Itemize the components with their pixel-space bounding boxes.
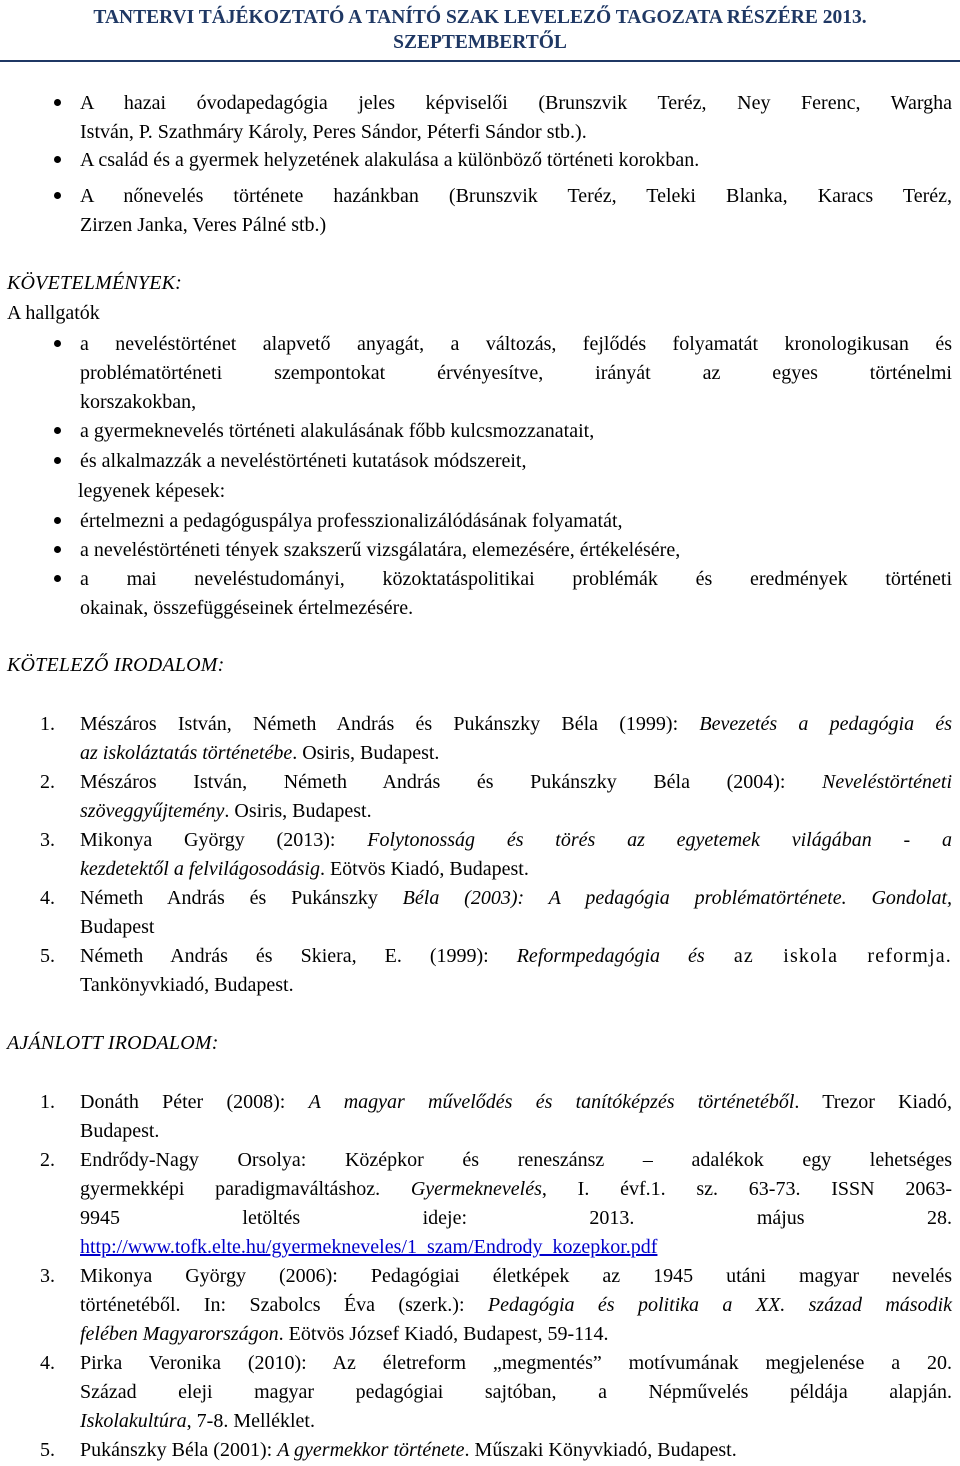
bullet-icon [54,457,61,464]
requirement-1-line-3: korszakokban, [80,391,197,413]
text-segment: , 7-8. Melléklet. [186,1410,315,1432]
title-segment: az iskoláztatás történetébe [80,742,293,764]
text-segment: . Osiris, Budapest. [292,742,440,764]
text-segment: Pukánszky Béla (2001): [80,1439,278,1461]
bullet-icon [54,340,61,347]
topic-3-line-1: A nőnevelés története hazánkban (Brunszvik Teréz, Teleki Blanka, Karacs Teréz, [80,185,952,207]
text-segment: Mészáros István, Németh András és Pukánszky Béla (2004): [80,771,823,793]
text-segment: Tankönyvkiadó, Budapest. [80,974,294,996]
requirement-5: a neveléstörténeti tények szakszerű vizsgálatára, elemezésére, értékelésére, [80,539,681,561]
topic-3-line-2: Zirzen Janka, Veres Pálné stb.) [80,214,327,236]
title-segment: Reformpedagógia és [516,945,705,967]
text-segment: gyermekképi paradigmaváltáshoz. [80,1178,411,1200]
bullet-icon [54,99,61,106]
text-segment: . Osiris, Budapest. [224,800,372,822]
title-segment: Bevezetés a pedagógia és [699,713,952,735]
requirements-heading: KÖVETELMÉNYEK: [7,272,183,294]
title-segment: A magyar művelődés és tanítóképzés történetéből [308,1091,795,1113]
recommended-item-2-line-3: 9945 letöltés ideje: 2013. május 28. [80,1207,952,1229]
requirement-sub: legyenek képesek: [78,480,226,502]
topic-2-line-1: A család és a gyermek helyzetének alakulása a különböző történeti korokban. [80,149,700,171]
recommended-item-4-line-2: Század eleji magyar pedagógiai sajtóban, a Népművelés példája alapján. [80,1381,952,1403]
text-segment: Németh András és Pukánszky [80,887,403,909]
recommended-item-2-line-2 [80,1178,952,1200]
required-item-1-line-2 [80,742,439,764]
recommended-item-4-line-3 [80,1410,315,1432]
text-segment: . Trezor Kiadó, [794,1091,952,1113]
title-segment: Folytonosság és törés az egyetemek világában - a [367,829,952,851]
text-segment: Mikonya György (2013): [80,829,368,851]
recommended-item-3-line-1: Mikonya György (2006): Pedagógiai életképek az 1945 utáni magyar nevelés [80,1265,952,1287]
recommended-item-5-line-1 [80,1439,737,1461]
text-segment: . Műszaki Könyvkiadó, Budapest. [464,1439,737,1461]
requirements-intro: A hallgatók [7,302,100,324]
text-segment: , I. évf.1. sz. 63-73. ISSN 2063- [541,1178,952,1200]
required-item-5-line-2 [80,974,294,996]
title-segment: szöveggyűjtemény [80,800,225,822]
bullet-icon [54,156,61,163]
recommended-item-number: 5. [40,1439,55,1461]
recommended-item-number: 1. [40,1091,55,1113]
required-literature-heading: KÖTELEZŐ IRODALOM: [7,654,225,676]
recommended-literature-heading: AJÁNLOTT IRODALOM: [7,1032,219,1054]
recommended-item-3-line-2 [80,1294,952,1316]
source-link[interactable]: http://www.tofk.elte.hu/gyermekneveles/1_szam/Endrody_kozepkor.pdf [80,1236,658,1258]
recommended-item-number: 2. [40,1149,55,1171]
recommended-item-4-line-1: Pirka Veronika (2010): Az életreform „megmentés” motívumának megjelenése a 20. [80,1352,952,1374]
recommended-item-3-line-3 [80,1323,608,1345]
bullet-icon [54,546,61,553]
page-header [0,0,960,62]
requirement-1-line-2: problématörténeti szempontokat érvényesítve, irányát az egyes történelmi [80,362,952,384]
requirement-6-line-2: okainak, összefüggéseinek értelmezésére. [80,597,414,619]
required-item-5-line-1 [80,945,952,967]
recommended-item-1-line-2: Budapest. [80,1120,160,1142]
required-item-number: 1. [40,713,55,735]
bullet-icon [54,517,61,524]
header-line-2: SZEPTEMBERTŐL [393,32,567,53]
recommended-item-number: 3. [40,1265,55,1287]
required-item-4-line-1 [80,887,952,909]
title-segment: A gyermekkor története [277,1439,465,1461]
text-segment: Mészáros István, Németh András és Pukánszky Béla (1999): [80,713,700,735]
requirement-6-line-1: a mai neveléstudományi, közoktatáspolitikai problémák és eredmények történeti [80,568,952,590]
text-segment: . Eötvös József Kiadó, Budapest, 59-114. [278,1323,609,1345]
title-segment: Pedagógia és politika a XX. század második [487,1294,953,1316]
text-segment: történetéből. In: Szabolcs Éva (szerk.): [80,1294,488,1316]
required-item-3-line-2 [80,858,529,880]
requirement-1-line-1: a neveléstörténet alapvető anyagát, a változás, fejlődés folyamatát kronologikusan és [80,333,952,355]
recommended-item-2-line-4 [80,1236,657,1258]
text-segment: . Eötvös Kiadó, Budapest. [319,858,529,880]
requirement-2: a gyermeknevelés történeti alakulásának főbb kulcsmozzanatait, [80,420,595,442]
requirement-3: és alkalmazzák a neveléstörténeti kutatások módszereit, [80,450,527,472]
required-item-number: 2. [40,771,55,793]
recommended-item-1-line-1 [80,1091,952,1113]
title-segment: Béla (2003): A pedagógia problématörténete. Gondolat, [402,887,952,909]
recommended-item-2-line-1: Endrődy-Nagy Orsolya: Középkor és reneszánsz – adalékok egy lehetséges [80,1149,952,1171]
bullet-icon [54,192,61,199]
required-item-number: 5. [40,945,55,967]
bullet-icon [54,575,61,582]
recommended-item-number: 4. [40,1352,55,1374]
title-segment: Iskolakultúra [80,1410,187,1432]
topic-1-line-1: A hazai óvodapedagógia jeles képviselői (Brunszvik Teréz, Ney Ferenc, Wargha [80,92,952,114]
topic-1-line-2: István, P. Szathmáry Károly, Peres Sándor, Péterfi Sándor stb.). [80,121,587,143]
required-item-1-line-1 [80,713,952,735]
title-segment: Gyermeknevelés [410,1178,542,1200]
text-segment: Németh András és Skiera, E. (1999): [80,945,517,967]
title-segment: Neveléstörténeti [822,771,952,793]
required-item-4-line-2 [80,916,154,938]
title-segment: felében Magyarországon [80,1323,279,1345]
title-segment: kezdetektől a felvilágosodásig [80,858,320,880]
required-item-2-line-1 [80,771,952,793]
required-item-number: 4. [40,887,55,909]
text-segment: az iskola reformja. [704,945,952,967]
required-item-number: 3. [40,829,55,851]
header-line-1: TANTERVI TÁJÉKOZTATÓ A TANÍTÓ SZAK LEVELEZŐ TAGOZATA RÉSZÉRE 2013. [93,7,867,28]
required-item-3-line-1 [80,829,952,851]
requirement-4: értelmezni a pedagóguspálya professzionalizálódásának folyamatát, [80,510,623,532]
bullet-icon [54,427,61,434]
text-segment: Donáth Péter (2008): [80,1091,309,1113]
required-item-2-line-2 [80,800,372,822]
text-segment: Budapest [80,916,155,938]
